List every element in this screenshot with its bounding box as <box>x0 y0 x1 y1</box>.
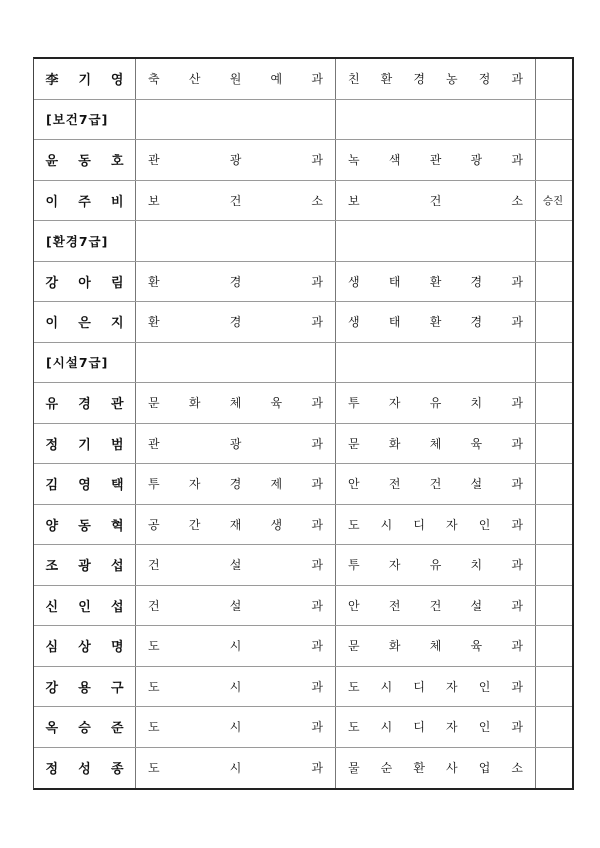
name-cell <box>34 586 136 626</box>
note-cell <box>536 59 570 99</box>
from-dept: 환 경 과 <box>148 274 323 289</box>
table-row <box>34 262 572 303</box>
section-row <box>34 100 572 141</box>
from-dept-cell <box>136 424 336 464</box>
to-dept: 안 전 건 설 과 <box>348 477 523 492</box>
from-dept: 환 경 과 <box>148 315 323 330</box>
to-dept: 녹 색 관 광 과 <box>348 153 523 168</box>
to-dept-cell <box>336 181 536 221</box>
name-cell <box>34 464 136 504</box>
person-name: 이 주 비 <box>45 194 124 210</box>
to-dept-cell <box>336 100 536 140</box>
to-dept-cell <box>336 464 536 504</box>
from-dept-cell <box>136 707 336 747</box>
from-dept-cell <box>136 221 336 261</box>
from-dept-cell <box>136 667 336 707</box>
table-row <box>34 707 572 748</box>
from-dept-cell <box>136 100 336 140</box>
to-dept: 투 자 유 치 과 <box>348 558 523 573</box>
person-name: 양 동 혁 <box>45 518 124 534</box>
note-cell <box>536 626 570 666</box>
from-dept-cell <box>136 140 336 180</box>
from-dept: 투 자 경 제 과 <box>148 477 323 492</box>
name-cell <box>34 626 136 666</box>
from-dept: 도 시 과 <box>148 720 323 735</box>
section-label: [환경7급] <box>34 221 136 261</box>
from-dept: 보 건 소 <box>148 193 323 208</box>
from-dept: 도 시 과 <box>148 679 323 694</box>
personnel-table <box>33 57 574 790</box>
name-cell <box>34 424 136 464</box>
table-row <box>34 302 572 343</box>
name-cell <box>34 140 136 180</box>
to-dept-cell <box>336 667 536 707</box>
section-row <box>34 221 572 262</box>
to-dept-cell <box>336 343 536 383</box>
note-cell <box>536 262 570 302</box>
to-dept: 도 시 디 자 인 과 <box>348 517 523 532</box>
note-cell <box>536 667 570 707</box>
table-row <box>34 748 572 789</box>
to-dept-cell <box>336 626 536 666</box>
table-row <box>34 545 572 586</box>
from-dept: 축 산 원 예 과 <box>148 72 323 87</box>
to-dept: 친 환 경 농 정 과 <box>348 72 523 87</box>
to-dept-cell <box>336 748 536 789</box>
from-dept: 건 설 과 <box>148 598 323 613</box>
note-cell <box>536 464 570 504</box>
from-dept: 관 광 과 <box>148 153 323 168</box>
table-row <box>34 626 572 667</box>
table-row <box>34 505 572 546</box>
note-cell <box>536 748 570 789</box>
person-name: 강 아 림 <box>45 275 124 291</box>
to-dept: 문 화 체 육 과 <box>348 639 523 654</box>
from-dept-cell <box>136 545 336 585</box>
note-cell <box>536 424 570 464</box>
from-dept: 도 시 과 <box>148 761 323 776</box>
note-cell <box>536 707 570 747</box>
to-dept-cell <box>336 383 536 423</box>
person-name: 조 광 섭 <box>45 559 124 575</box>
table-row <box>34 464 572 505</box>
person-name: 李 기 영 <box>45 73 124 89</box>
to-dept-cell <box>336 262 536 302</box>
person-name: 김 영 택 <box>45 478 124 494</box>
note-cell <box>536 586 570 626</box>
section-label: [시설7급] <box>34 343 136 383</box>
note-cell <box>536 343 570 383</box>
person-name: 신 인 섭 <box>45 599 124 615</box>
person-name: 유 경 관 <box>45 397 124 413</box>
note-cell <box>536 100 570 140</box>
from-dept-cell <box>136 343 336 383</box>
note-text: 승진 <box>542 194 564 207</box>
note-cell <box>536 302 570 342</box>
section-row <box>34 343 572 384</box>
to-dept-cell <box>336 424 536 464</box>
to-dept: 보 건 소 <box>348 193 523 208</box>
from-dept: 도 시 과 <box>148 639 323 654</box>
note-cell <box>536 181 570 221</box>
from-dept-cell <box>136 302 336 342</box>
to-dept-cell <box>336 221 536 261</box>
table-row <box>34 140 572 181</box>
table-row <box>34 59 572 100</box>
from-dept-cell <box>136 748 336 789</box>
name-cell <box>34 545 136 585</box>
from-dept-cell <box>136 626 336 666</box>
name-cell <box>34 302 136 342</box>
to-dept: 안 전 건 설 과 <box>348 598 523 613</box>
to-dept-cell <box>336 707 536 747</box>
to-dept: 투 자 유 치 과 <box>348 396 523 411</box>
from-dept-cell <box>136 464 336 504</box>
name-cell <box>34 748 136 789</box>
from-dept-cell <box>136 383 336 423</box>
to-dept: 도 시 디 자 인 과 <box>348 679 523 694</box>
person-name: 옥 승 준 <box>45 721 124 737</box>
person-name: 정 기 범 <box>45 437 124 453</box>
note-cell <box>536 545 570 585</box>
to-dept: 생 태 환 경 과 <box>348 274 523 289</box>
name-cell <box>34 383 136 423</box>
name-cell <box>34 262 136 302</box>
from-dept: 문 화 체 육 과 <box>148 396 323 411</box>
table-row <box>34 586 572 627</box>
name-cell <box>34 707 136 747</box>
section-label: [보건7급] <box>34 100 136 140</box>
table-row <box>34 383 572 424</box>
from-dept-cell <box>136 262 336 302</box>
to-dept-cell <box>336 140 536 180</box>
name-cell <box>34 181 136 221</box>
table-row <box>34 424 572 465</box>
from-dept: 건 설 과 <box>148 558 323 573</box>
from-dept-cell <box>136 181 336 221</box>
name-cell <box>34 59 136 99</box>
from-dept: 공 간 재 생 과 <box>148 517 323 532</box>
from-dept-cell <box>136 59 336 99</box>
note-cell <box>536 140 570 180</box>
table-row <box>34 181 572 222</box>
to-dept-cell <box>336 545 536 585</box>
to-dept-cell <box>336 302 536 342</box>
person-name: 윤 동 호 <box>45 154 124 170</box>
to-dept: 문 화 체 육 과 <box>348 436 523 451</box>
from-dept-cell <box>136 586 336 626</box>
person-name: 정 성 종 <box>45 762 124 778</box>
from-dept: 관 광 과 <box>148 436 323 451</box>
note-cell <box>536 505 570 545</box>
to-dept: 도 시 디 자 인 과 <box>348 720 523 735</box>
to-dept-cell <box>336 586 536 626</box>
to-dept: 생 태 환 경 과 <box>348 315 523 330</box>
name-cell <box>34 667 136 707</box>
to-dept-cell <box>336 59 536 99</box>
name-cell <box>34 505 136 545</box>
person-name: 이 은 지 <box>45 316 124 332</box>
person-name: 강 용 구 <box>45 680 124 696</box>
note-cell <box>536 221 570 261</box>
table-row <box>34 667 572 708</box>
to-dept-cell <box>336 505 536 545</box>
to-dept: 물 순 환 사 업 소 <box>348 761 523 776</box>
person-name: 심 상 명 <box>45 640 124 656</box>
from-dept-cell <box>136 505 336 545</box>
note-cell <box>536 383 570 423</box>
